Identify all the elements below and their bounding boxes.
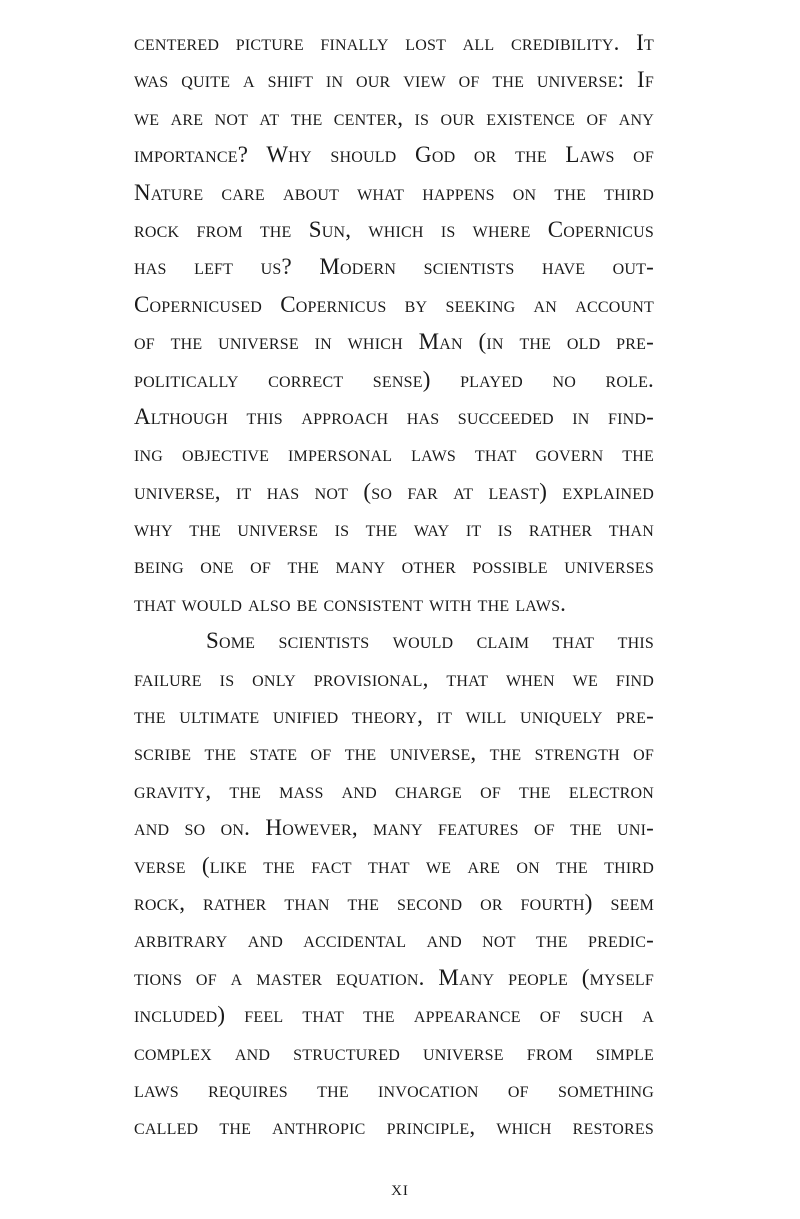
text-line: ing objective impersonal laws that govern the [134,441,654,467]
body-text [134,24,654,1146]
text-line: politically correct sense) played no role. [134,366,654,392]
text-line: tions of a master equation. Many people (myself [134,964,654,990]
text-line: rock, rather than the second or fourth) seem [134,889,654,915]
text-line: universe, it has not (so far at least) explained [134,478,654,504]
text-line: Copernicused Copernicus by seeking an account [134,291,654,317]
text-line: verse (like the fact that we are on the third [134,852,654,878]
text-line: being one of the many other possible universes [134,553,654,579]
text-line: why the universe is the way it is rather than [134,516,654,542]
text-line: gravity, the mass and charge of the electron [134,777,654,803]
text-line: Although this approach has succeeded in find- [134,403,654,429]
text-line: importance? Why should God or the Laws of [134,142,654,168]
text-line: failure is only provisional, that when we find [134,665,654,691]
text-line: scribe the state of the universe, the strength of [134,740,654,766]
text-line: laws requires the invocation of something [134,1076,654,1102]
text-line: that would also be consistent with the laws. [134,590,567,616]
paragraph-2 [134,622,654,1145]
text-line: of the universe in which Man (in the old pre- [134,329,654,355]
text-line: called the anthropic principle, which restores [134,1114,654,1140]
text-line: included) feel that the appearance of such a [134,1002,654,1028]
text-line: was quite a shift in our view of the universe: If [134,67,654,93]
text-line: complex and structured universe from simple [134,1039,654,1065]
text-line: the ultimate unified theory, it will uniquely pre- [134,703,654,729]
text-line: centered picture finally lost all credibility. It [134,30,654,55]
text-line: has left us? Modern scientists have out- [134,254,654,280]
text-line: Nature care about what happens on the third [134,179,654,205]
text-line: rock from the Sun, which is where Copernicus [134,216,654,242]
paragraph-1 [134,24,654,622]
text-line: Some scientists would claim that this [206,628,654,654]
text-line: we are not at the center, is our existence of any [134,104,654,130]
text-line: and so on. However, many features of the uni- [134,815,654,841]
text-line: arbitrary and accidental and not the predic- [134,927,654,953]
page-number: xi [391,1176,409,1200]
